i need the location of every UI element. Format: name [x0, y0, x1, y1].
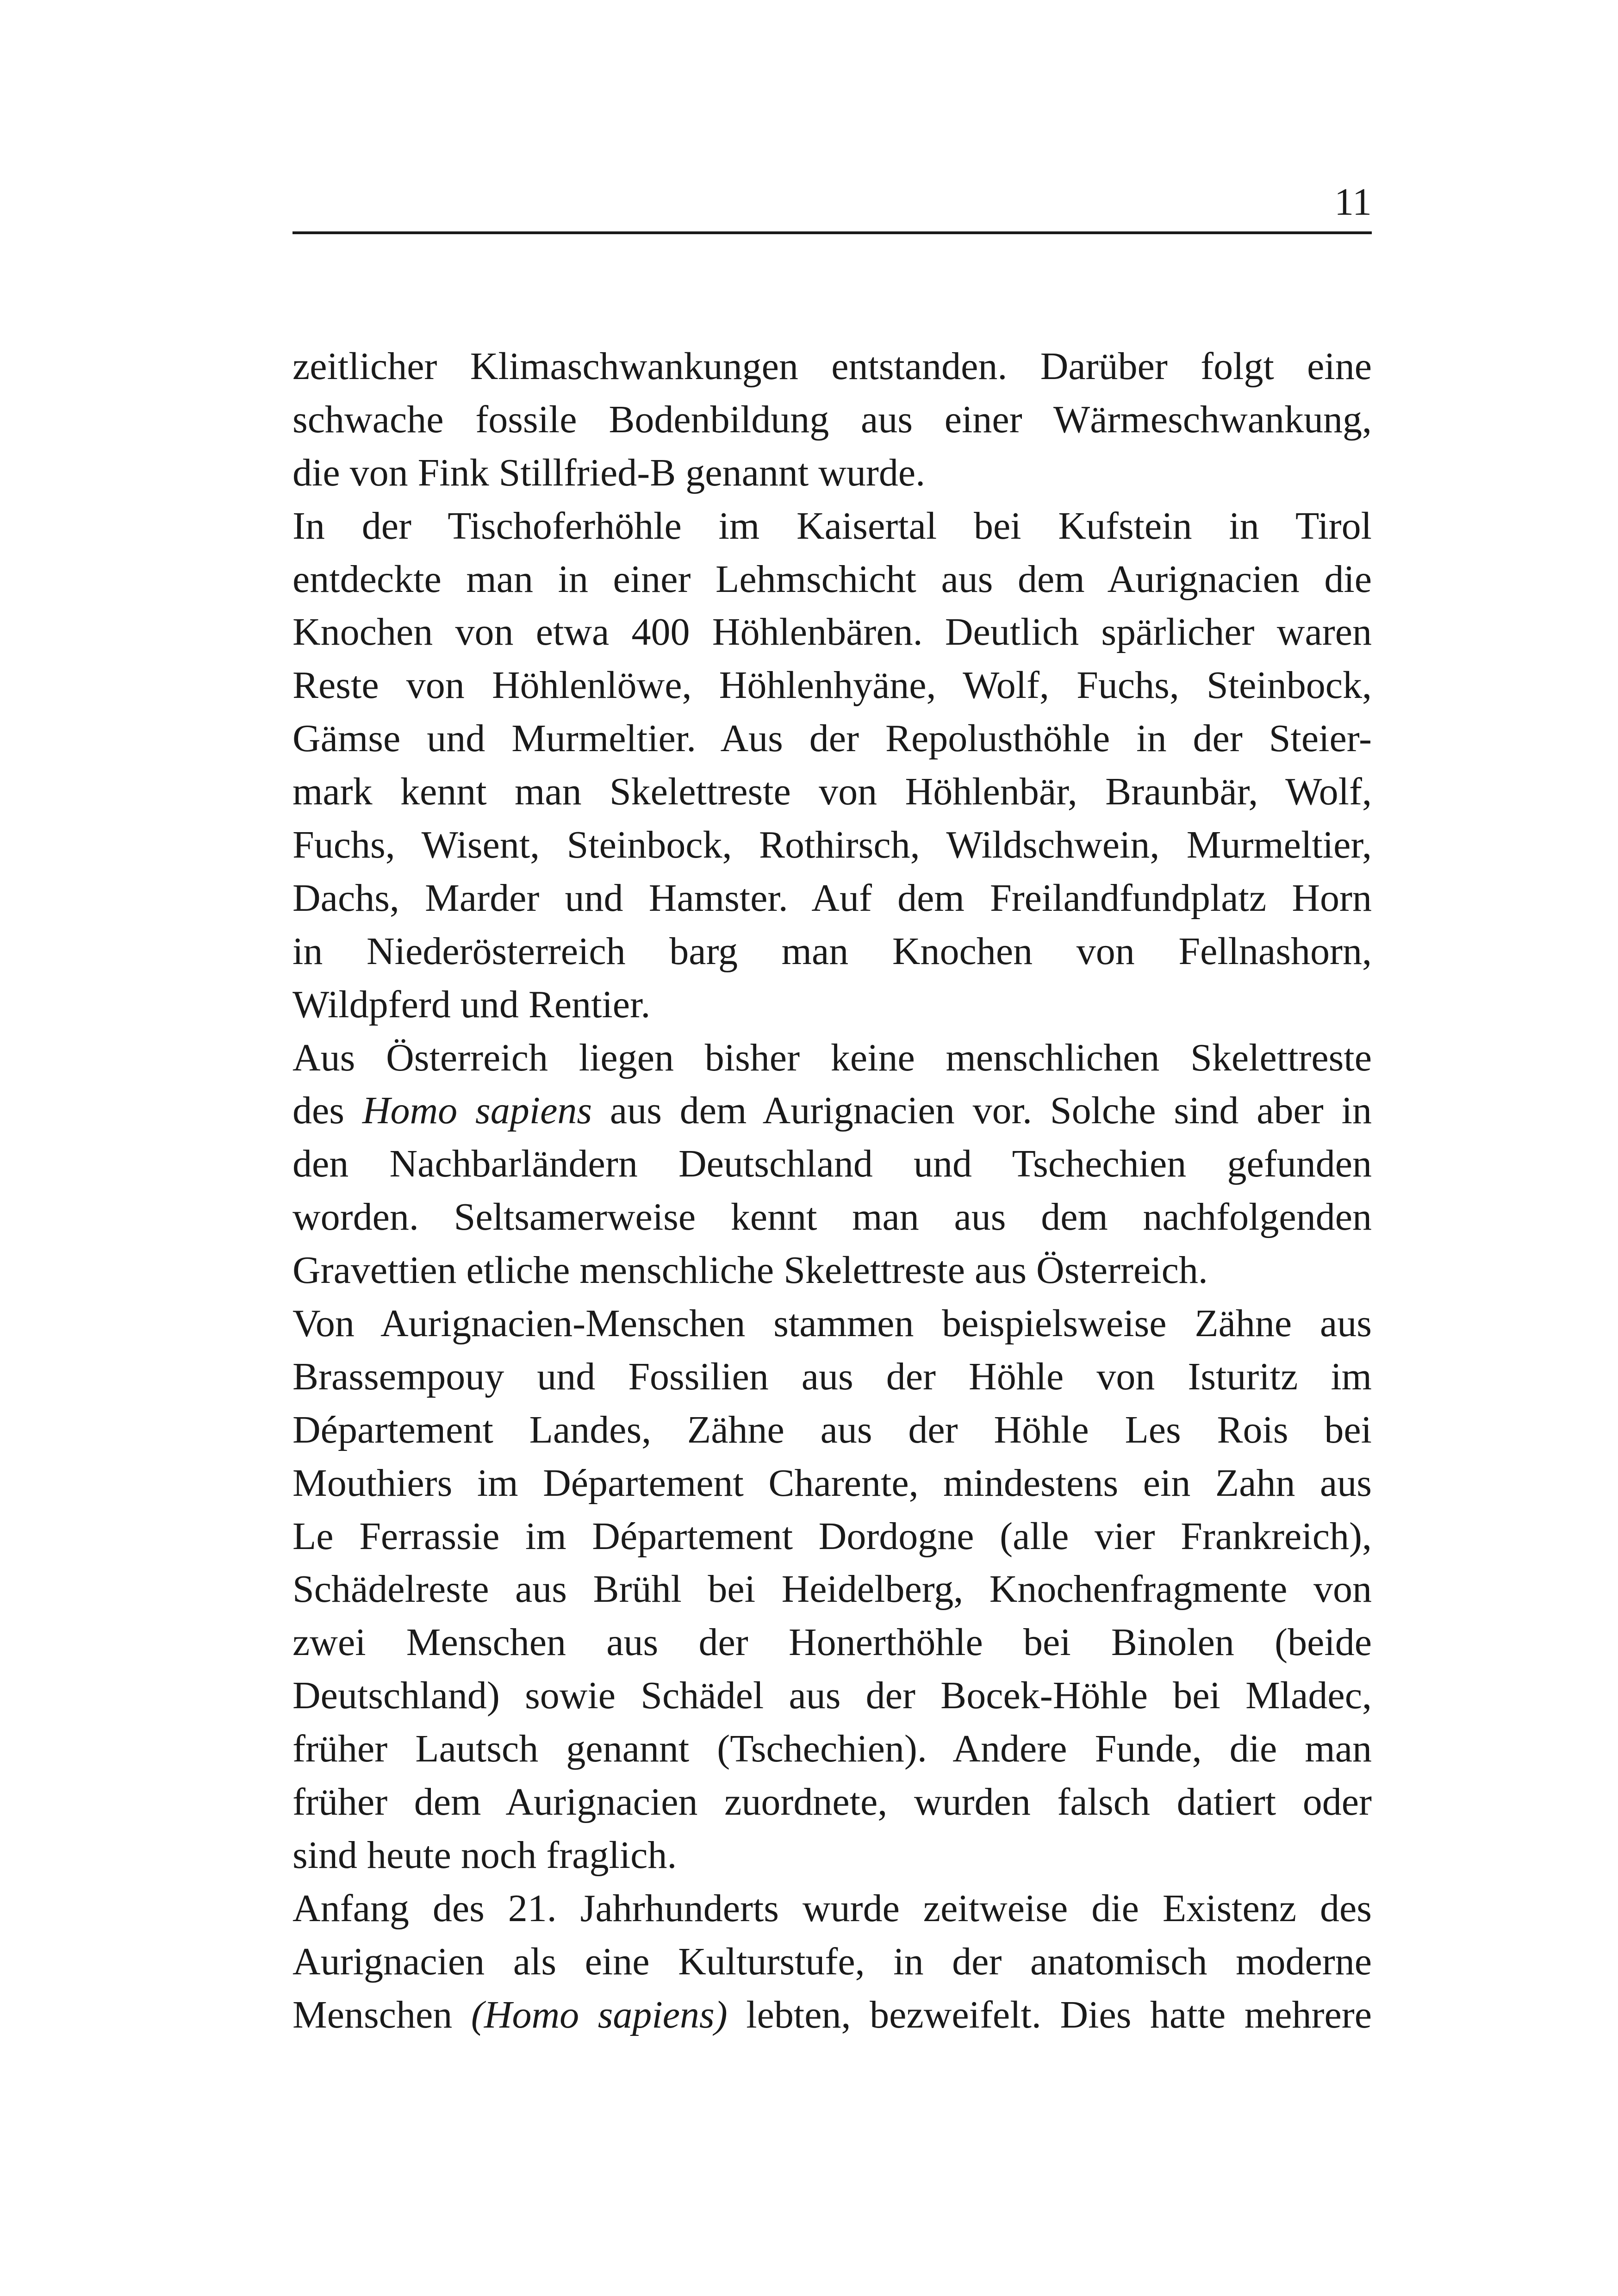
- text-segment: Deutschland) sowie Schädel aus der Bocek-Höhle bei Mladec,: [292, 1674, 1372, 1717]
- text-segment: In der Tischoferhöhle im Kaisertal bei Kufstein in Tirol: [292, 504, 1372, 548]
- text-line: [292, 819, 1372, 872]
- text-segment: Département Landes, Zähne aus der Höhle Les Rois bei: [292, 1408, 1372, 1451]
- text-line: [292, 1563, 1372, 1616]
- text-segment: die von Fink Stillfried-B genannt wurde.: [292, 451, 926, 494]
- text-segment: früher dem Aurignacien zuordnete, wurden falsch datiert oder: [292, 1780, 1372, 1824]
- text-segment: Mouthiers im Département Charente, mindestens ein Zahn aus: [292, 1461, 1372, 1505]
- text-segment: zwei Menschen aus der Honerthöhle bei Binolen (beide: [292, 1621, 1372, 1664]
- paragraph: [292, 1032, 1372, 1297]
- text-segment: Gämse und Murmeltier. Aus der Repolusthöhle in der Steier-: [292, 717, 1372, 760]
- paragraph: [292, 340, 1372, 500]
- text-segment: Gravettien etliche menschliche Skelettreste aus Österreich.: [292, 1249, 1208, 1292]
- text-line: [292, 1829, 1372, 1882]
- text-line: [292, 1882, 1372, 1935]
- text-segment: Menschen: [292, 1993, 471, 2036]
- text-segment: zeitlicher Klimaschwankungen entstanden. Darüber folgt eine: [292, 345, 1372, 388]
- text-segment: Reste von Höhlenlöwe, Höhlenhyäne, Wolf, Fuchs, Steinbock,: [292, 664, 1372, 707]
- text-segment: Aus Österreich liegen bisher keine menschlichen Skelettreste: [292, 1036, 1372, 1079]
- text-line: [292, 393, 1372, 447]
- text-line: [292, 340, 1372, 393]
- text-segment: lebten, bezweifelt. Dies hatte mehrere: [727, 1993, 1372, 2036]
- paragraph: [292, 1882, 1372, 2042]
- paragraph: [292, 1297, 1372, 1882]
- text-segment: sind heute noch fraglich.: [292, 1833, 677, 1877]
- header-rule: [292, 231, 1372, 234]
- text-line: [292, 447, 1372, 500]
- italic-text-segment: Homo sapiens: [362, 1089, 592, 1132]
- text-line: [292, 1669, 1372, 1723]
- text-line: [292, 978, 1372, 1032]
- text-segment: mark kennt man Skelettreste von Höhlenbär, Braunbär, Wolf,: [292, 770, 1372, 814]
- text-line: [292, 1032, 1372, 1085]
- text-segment: Von Aurignacien-Menschen stammen beispielsweise Zähne aus: [292, 1302, 1372, 1345]
- text-line: [292, 1510, 1372, 1563]
- text-line: [292, 606, 1372, 659]
- text-line: [292, 1138, 1372, 1191]
- text-segment: Dachs, Marder und Hamster. Auf dem Freilandfundplatz Horn: [292, 876, 1372, 920]
- text-line: [292, 659, 1372, 712]
- text-segment: des: [292, 1089, 362, 1132]
- text-line: [292, 765, 1372, 819]
- text-line: [292, 1776, 1372, 1829]
- text-line: [292, 1297, 1372, 1350]
- text-line: [292, 1989, 1372, 2042]
- text-segment: in Niederösterreich barg man Knochen von Fellnashorn,: [292, 929, 1372, 973]
- text-line: [292, 553, 1372, 606]
- text-segment: schwache fossile Bodenbildung aus einer Wärmeschwankung,: [292, 398, 1372, 441]
- text-segment: aus dem Aurignacien vor. Solche sind aber in: [592, 1089, 1372, 1132]
- text-segment: Aurignacien als eine Kulturstufe, in der anatomisch moderne: [292, 1940, 1372, 1983]
- text-line: [292, 1935, 1372, 1989]
- italic-text-segment: (Homo sapiens): [471, 1993, 728, 2036]
- text-segment: Anfang des 21. Jahrhunderts wurde zeitweise die Existenz des: [292, 1886, 1372, 1930]
- body-text: [292, 340, 1372, 2042]
- page-number: 11: [1334, 180, 1372, 224]
- text-segment: Brassempouy und Fossilien aus der Höhle von Isturitz im: [292, 1355, 1372, 1398]
- text-line: [292, 712, 1372, 765]
- text-segment: Wildpferd und Rentier.: [292, 983, 651, 1026]
- text-line: [292, 1723, 1372, 1776]
- text-line: [292, 1616, 1372, 1669]
- text-segment: Le Ferrassie im Département Dordogne (alle vier Frankreich),: [292, 1514, 1372, 1558]
- paragraph: [292, 500, 1372, 1032]
- text-segment: Schädelreste aus Brühl bei Heidelberg, Knochenfragmente von: [292, 1568, 1372, 1611]
- text-line: [292, 872, 1372, 925]
- text-line: [292, 1244, 1372, 1297]
- text-segment: den Nachbarländern Deutschland und Tschechien gefunden: [292, 1142, 1372, 1186]
- text-line: [292, 1191, 1372, 1244]
- text-line: [292, 1084, 1372, 1138]
- text-line: [292, 1350, 1372, 1404]
- text-segment: früher Lautsch genannt (Tschechien). Andere Funde, die man: [292, 1727, 1372, 1771]
- text-segment: Knochen von etwa 400 Höhlenbären. Deutlich spärlicher waren: [292, 610, 1372, 654]
- text-line: [292, 500, 1372, 553]
- text-segment: Fuchs, Wisent, Steinbock, Rothirsch, Wildschwein, Murmeltier,: [292, 823, 1372, 867]
- text-line: [292, 1457, 1372, 1510]
- text-segment: entdeckte man in einer Lehmschicht aus dem Aurignacien die: [292, 557, 1372, 601]
- text-line: [292, 925, 1372, 978]
- text-line: [292, 1404, 1372, 1457]
- text-segment: worden. Seltsamerweise kennt man aus dem nachfolgenden: [292, 1195, 1372, 1239]
